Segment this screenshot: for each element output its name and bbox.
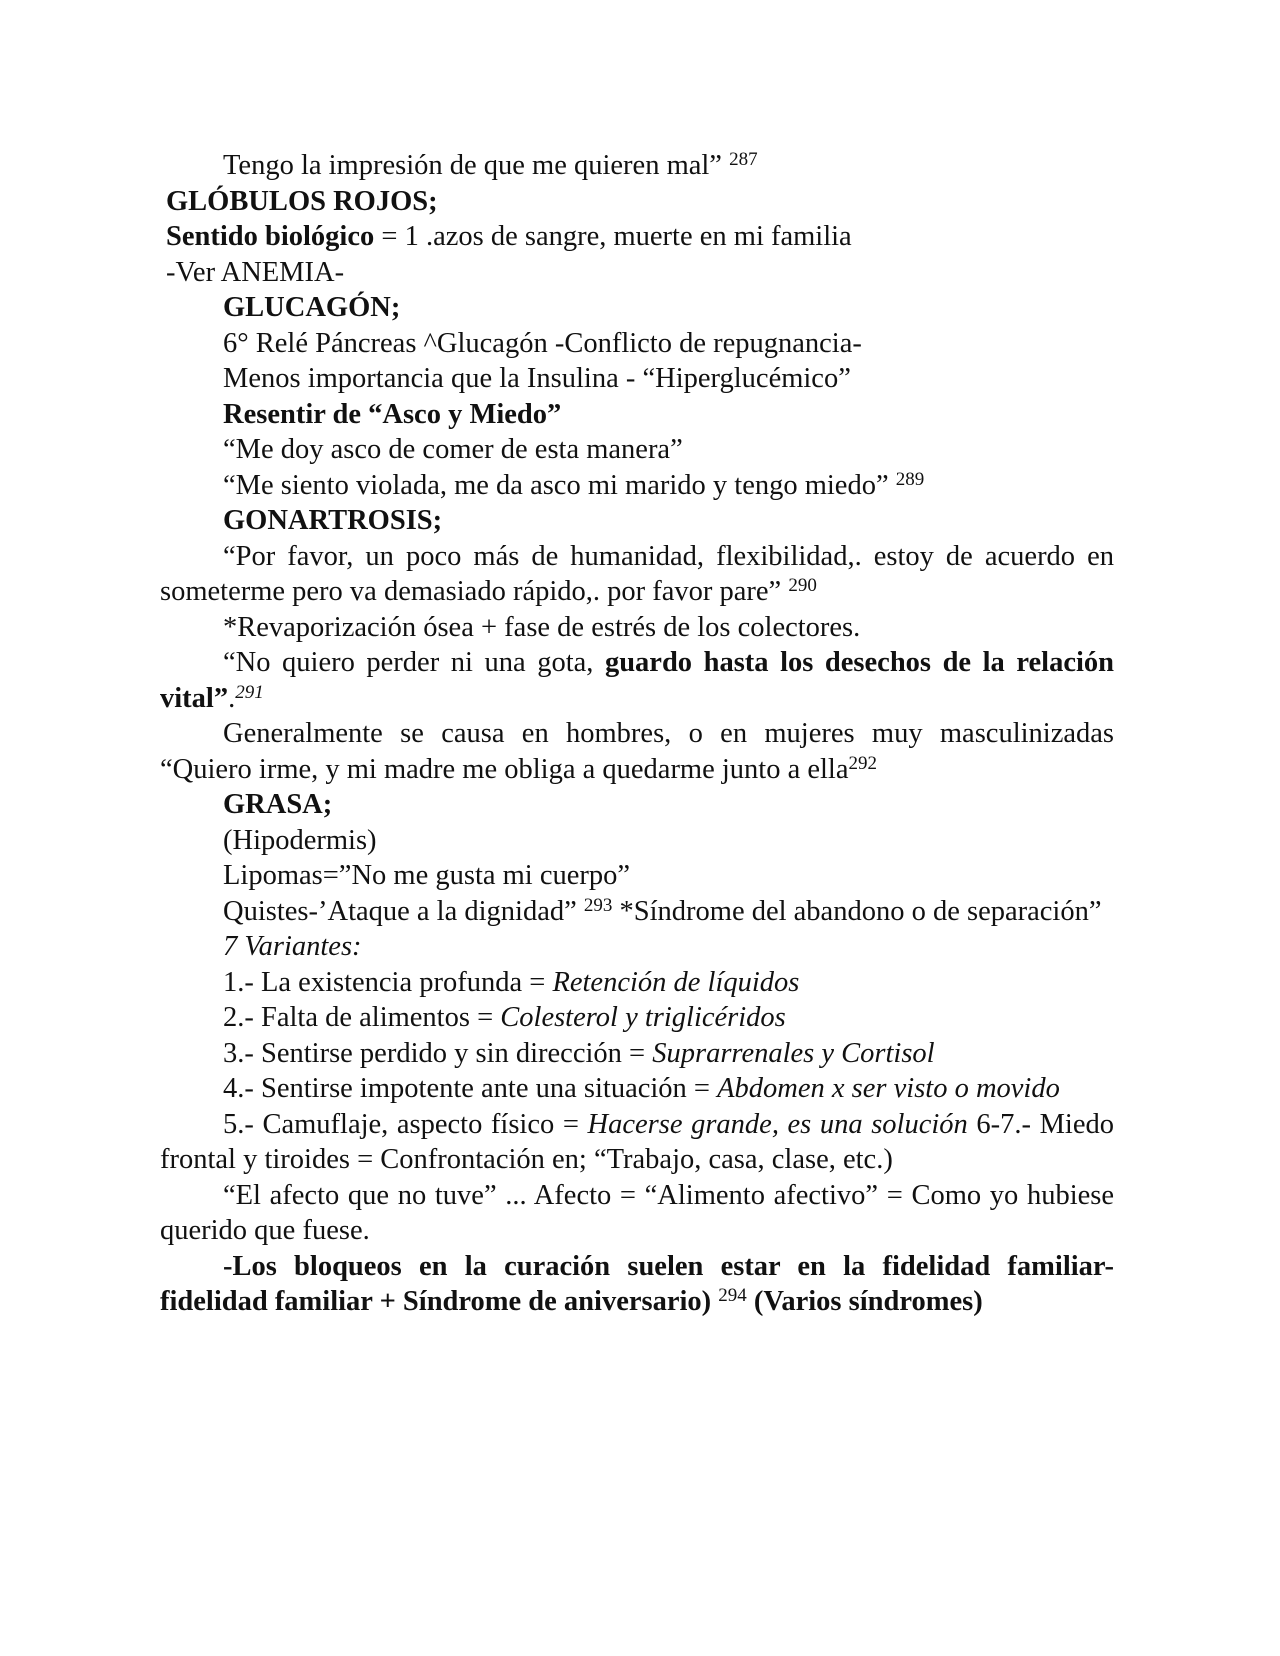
footnote-ref: 287	[729, 149, 758, 170]
subheading: Resentir de “Asco y Miedo”	[223, 398, 562, 430]
section-heading: GLUCAGÓN;	[223, 292, 401, 323]
footnote-ref: 291	[235, 681, 264, 703]
paragraph: Generalmente se causa en hombres, o en mujeres muy masculinizadas “Quiero irme, y mi madre me obliga a quedarme junto a ella$^{292}$	[160, 718, 1114, 785]
footnote-ref: 290	[788, 575, 817, 596]
paragraph: -Los bloqueos en la curación suelen estar en la fidelidad familiar-fidelidad familiar + Síndrome de aniversario) $^{294}$ (Varios síndromes)	[160, 1250, 1114, 1317]
list-item: 1.- La existencia profunda = Retención de líquidos	[223, 966, 800, 998]
list-heading: 7 Variantes:	[223, 931, 362, 962]
paragraph: Quistes-’Ataque a la dignidad” $^{293}$ *Síndrome del abandono o de separación”	[223, 894, 1102, 927]
text-line: Tengo la impresión de que me quieren mal” $^{287}$	[223, 149, 758, 181]
paragraph: “No quiero perder ni una gota, guardo hasta los desechos de la relación vital”.$^{291}$	[160, 647, 1114, 714]
section-heading: GRASA;	[223, 789, 333, 820]
text-line: “Me siento violada, me da asco mi marido y tengo miedo” $^{289}$	[223, 468, 925, 501]
text-line: Sentido biológico = 1 .azos de sangre, muerte en mi familia	[166, 221, 852, 252]
document-page	[160, 148, 1114, 1320]
text-line: *Revaporización ósea + fase de estrés de los colectores.	[223, 611, 861, 643]
section-heading: GONARTROSIS;	[223, 505, 443, 536]
text-line: 6° Relé Páncreas ^Glucagón -Conflicto de repugnancia-	[223, 327, 862, 359]
footnote-ref: 294	[718, 1285, 747, 1306]
list-item: 2.- Falta de alimentos = Colesterol y triglicéridos	[223, 1002, 786, 1033]
text-line: (Hipodermis)	[223, 824, 377, 856]
list-item: 3.- Sentirse perdido y sin dirección = Suprarrenales y Cortisol	[223, 1037, 935, 1069]
footnote-ref: 292	[848, 752, 877, 774]
list-item: 5.- Camuflaje, aspecto físico = Hacerse grande, es una solución 6-7.- Miedo frontal y tiroides = Confrontación en; “Trabajo, casa, clase, etc.)	[160, 1108, 1114, 1175]
paragraph: “Por favor, un poco más de humanidad, flexibilidad,. estoy de acuerdo en someterme pero va demasiado rápido,. por favor pare” $^{290}$	[160, 540, 1114, 607]
text-line: Menos importancia que la Insulina - “Hiperglucémico”	[223, 363, 851, 394]
section-heading: GLÓBULOS ROJOS;	[166, 185, 438, 217]
footnote-ref: 289	[895, 468, 925, 490]
text-line: Lipomas=”No me gusta mi cuerpo”	[223, 860, 631, 891]
footnote-ref: 293	[583, 894, 613, 916]
text-line: -Ver ANEMIA-	[166, 256, 345, 288]
text-line: “Me doy asco de comer de esta manera”	[223, 434, 683, 465]
list-item: 4.- Sentirse impotente ante una situación = Abdomen x ser visto o movido	[223, 1073, 1060, 1104]
paragraph: “El afecto que no tuve” ... Afecto = “Alimento afectivo” = Como yo hubiese querido que fuese.	[160, 1179, 1114, 1246]
